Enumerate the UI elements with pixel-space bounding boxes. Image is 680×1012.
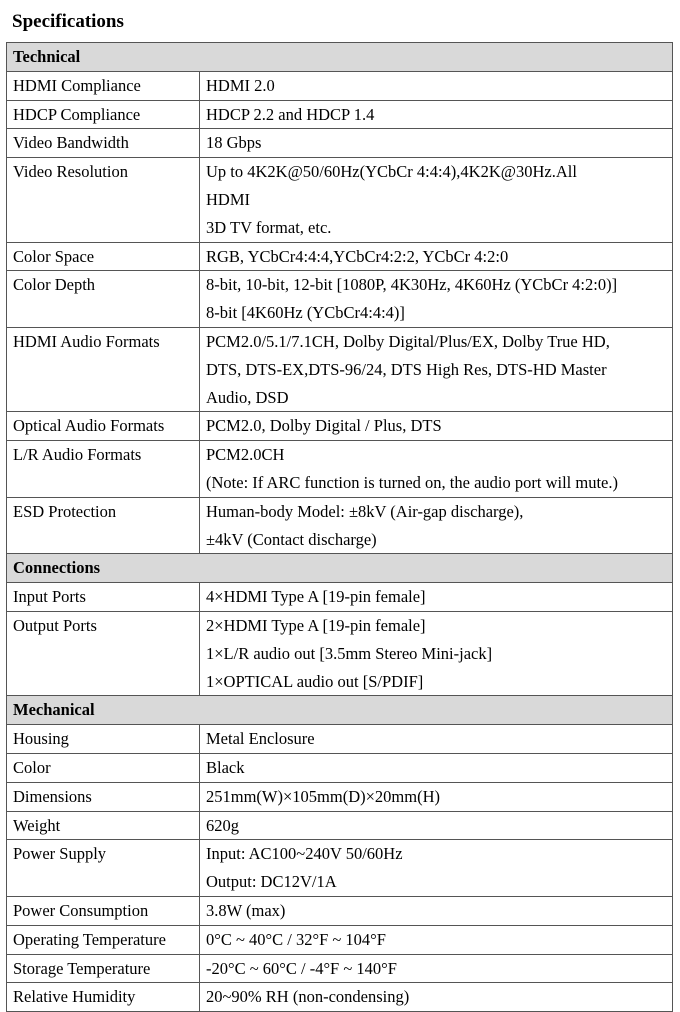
spec-value: [200, 583, 673, 612]
spec-value-line: HDMI: [206, 189, 250, 209]
spec-value: [200, 100, 673, 129]
specifications-body: [7, 43, 673, 1012]
spec-value-line: 3.8W (max): [206, 900, 286, 920]
spec-value-line: 1×OPTICAL audio out [S/PDIF]: [206, 671, 424, 691]
spec-label: Color Space: [7, 242, 200, 271]
table-row: [7, 271, 673, 328]
spec-value-line: Audio, DSD: [206, 387, 289, 407]
spec-label: Optical Audio Formats: [7, 412, 200, 441]
table-row: [7, 129, 673, 158]
spec-value: [200, 327, 673, 411]
spec-value-line: -20°C ~ 60°C / -4°F ~ 140°F: [206, 958, 397, 978]
spec-value-line: PCM2.0/5.1/7.1CH, Dolby Digital/Plus/EX, Dolby True HD,: [206, 331, 610, 351]
specifications-table: [6, 42, 673, 1012]
spec-value-line: 8-bit, 10-bit, 12-bit [1080P, 4K30Hz, 4K60Hz (YCbCr 4:2:0)]: [206, 275, 618, 295]
spec-value-line: 620g: [206, 815, 239, 835]
table-row: [7, 412, 673, 441]
table-row: [7, 497, 673, 554]
table-row: [7, 327, 673, 411]
spec-value: [200, 954, 673, 983]
section-title: Connections: [7, 554, 673, 583]
spec-value-line: Up to 4K2K@50/60Hz(YCbCr 4:4:4),4K2K@30Hz.All: [206, 162, 577, 182]
spec-value-line: Output: DC12V/1A: [206, 872, 337, 892]
table-row: [7, 100, 673, 129]
spec-value-line: PCM2.0, Dolby Digital / Plus, DTS: [206, 416, 442, 436]
spec-label: Weight: [7, 811, 200, 840]
table-row: [7, 782, 673, 811]
table-row: [7, 811, 673, 840]
spec-value: [200, 725, 673, 754]
table-row: [7, 611, 673, 695]
spec-value: [200, 129, 673, 158]
spec-value: [200, 753, 673, 782]
spec-label: Color: [7, 753, 200, 782]
table-row: [7, 441, 673, 498]
section-header-mechanical: [7, 696, 673, 725]
spec-value: [200, 497, 673, 554]
spec-value-line: PCM2.0CH: [206, 445, 285, 465]
spec-label: ESD Protection: [7, 497, 200, 554]
spec-value: [200, 840, 673, 897]
section-title: Mechanical: [7, 696, 673, 725]
spec-label: Video Bandwidth: [7, 129, 200, 158]
spec-value-line: DTS, DTS-EX,DTS-96/24, DTS High Res, DTS-HD Master: [206, 359, 607, 379]
table-row: [7, 71, 673, 100]
table-row: [7, 983, 673, 1012]
spec-label: Power Supply: [7, 840, 200, 897]
spec-label: Color Depth: [7, 271, 200, 328]
spec-value-line: 1×L/R audio out [3.5mm Stereo Mini-jack]: [206, 643, 493, 663]
spec-value-line: 0°C ~ 40°C / 32°F ~ 104°F: [206, 929, 386, 949]
page-title: Specifications: [12, 11, 124, 32]
spec-label: Relative Humidity: [7, 983, 200, 1012]
spec-value: [200, 983, 673, 1012]
spec-label: Dimensions: [7, 782, 200, 811]
spec-value-line: Input: AC100~240V 50/60Hz: [206, 844, 403, 864]
spec-label: Operating Temperature: [7, 925, 200, 954]
spec-value: [200, 811, 673, 840]
spec-value-line: ±4kV (Contact discharge): [206, 529, 377, 549]
spec-value: [200, 271, 673, 328]
spec-label: HDCP Compliance: [7, 100, 200, 129]
table-row: [7, 925, 673, 954]
spec-value-line: 3D TV format, etc.: [206, 217, 332, 237]
spec-value-line: 2×HDMI Type A [19-pin female]: [206, 615, 426, 635]
spec-value-line: HDMI 2.0: [206, 75, 275, 95]
spec-value-line: RGB, YCbCr4:4:4,YCbCr4:2:2, YCbCr 4:2:0: [206, 246, 509, 266]
spec-value-line: 8-bit [4K60Hz (YCbCr4:4:4)]: [206, 303, 405, 323]
spec-label: L/R Audio Formats: [7, 441, 200, 498]
section-title: Technical: [7, 43, 673, 72]
spec-label: Power Consumption: [7, 896, 200, 925]
spec-value: [200, 782, 673, 811]
spec-label: Input Ports: [7, 583, 200, 612]
spec-value: [200, 242, 673, 271]
table-row: [7, 840, 673, 897]
spec-value-line: Black: [206, 757, 245, 777]
spec-value: [200, 896, 673, 925]
spec-label: Storage Temperature: [7, 954, 200, 983]
spec-label: HDMI Compliance: [7, 71, 200, 100]
spec-label: Housing: [7, 725, 200, 754]
spec-value: [200, 611, 673, 695]
table-row: [7, 896, 673, 925]
table-row: [7, 158, 673, 242]
table-row: [7, 753, 673, 782]
spec-value-line: (Note: If ARC function is turned on, the audio port will mute.): [206, 472, 618, 492]
spec-label: HDMI Audio Formats: [7, 327, 200, 411]
spec-value-line: 251mm(W)×105mm(D)×20mm(H): [206, 786, 440, 806]
table-row: [7, 583, 673, 612]
spec-value: [200, 71, 673, 100]
spec-label: Video Resolution: [7, 158, 200, 242]
spec-value-line: Metal Enclosure: [206, 729, 315, 749]
spec-value-line: 18 Gbps: [206, 133, 262, 153]
table-row: [7, 725, 673, 754]
spec-value-line: HDCP 2.2 and HDCP 1.4: [206, 104, 375, 124]
spec-value-line: 20~90% RH (non-condensing): [206, 987, 410, 1007]
spec-value: [200, 158, 673, 242]
spec-value: [200, 925, 673, 954]
spec-value-line: 4×HDMI Type A [19-pin female]: [206, 587, 426, 607]
table-row: [7, 242, 673, 271]
section-header-technical: [7, 43, 673, 72]
spec-value: [200, 441, 673, 498]
spec-value-line: Human-body Model: ±8kV (Air-gap discharge),: [206, 501, 524, 521]
section-header-connections: [7, 554, 673, 583]
spec-label: Output Ports: [7, 611, 200, 695]
table-row: [7, 954, 673, 983]
spec-value: [200, 412, 673, 441]
